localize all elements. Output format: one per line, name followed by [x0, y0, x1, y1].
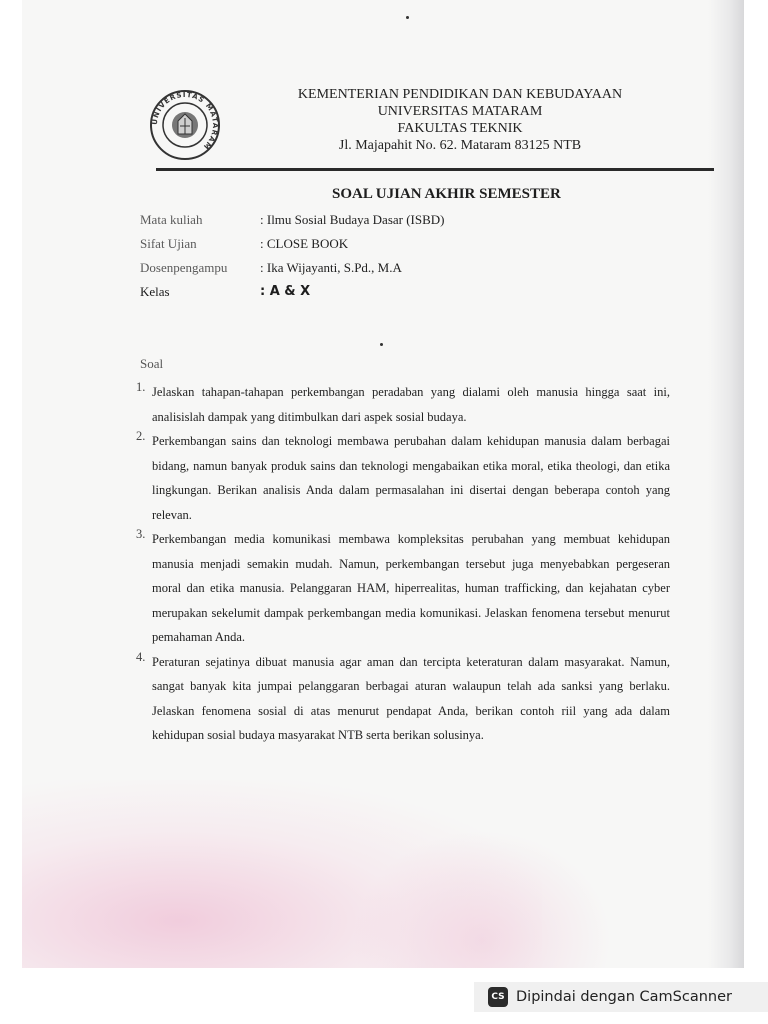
speck	[406, 16, 409, 19]
info-label: Dosenpengampu	[140, 260, 228, 275]
university-seal-logo	[148, 88, 222, 162]
question-number: 3.	[136, 527, 146, 541]
letterhead	[250, 86, 670, 154]
university-name: UNIVERSITAS MATARAM	[377, 104, 543, 119]
faculty-name: FAKULTAS TEKNIK	[397, 121, 523, 136]
camscanner-watermark	[474, 982, 768, 1012]
page-edge-shadow	[708, 0, 744, 968]
svg-text:UNIVERSITAS MATARAM: UNIVERSITAS MATARAM	[150, 90, 220, 152]
address: Jl. Majapahit No. 62. Mataram 83125 NTB	[338, 138, 582, 153]
info-label: Sifat Ujian	[140, 236, 197, 251]
question-text: Jelaskan tahapan-tahapan perkembangan peradaban yang dialami oleh manusia hingga saat ini, analisislah dampak yang ditimbulkan dari aspek sosial budaya.	[152, 385, 670, 424]
question-item	[136, 429, 670, 527]
question-number: 2.	[136, 429, 146, 443]
question-text: Perkembangan sains dan teknologi membawa perubahan dalam kehidupan manusia dalam berbagai bidang, namun banyak produk sains dan teknologi mengabaikan etika moral, etika theologi, dan etika lingkungan. Berikan analisis Anda dalam permasalahan ini disertai dengan beberapa contoh yang relevan.	[152, 434, 670, 522]
question-number: 1.	[136, 380, 146, 394]
question-item	[136, 380, 670, 429]
question-text: Peraturan sejatinya dibuat manusia agar aman dan tercipta keteraturan dalam masyarakat. Namun, sangat banyak kita jumpai pelanggaran berbagai aturan walaupun telah ada sanksi yang berlaku. Jelaskan fenomena sosial di atas menurut pendapat Anda, berikan contoh riil yang ada dalam kehidupan sosial budaya masyarakat NTB serta berikan solusinya.	[152, 654, 670, 742]
question-number: 4.	[136, 649, 146, 664]
camscanner-label: Dipindai dengan CamScanner	[516, 989, 733, 1005]
info-value: : A & X	[260, 284, 311, 299]
camscanner-logo-icon: CS	[488, 987, 508, 1007]
question-item	[136, 650, 670, 748]
speck	[380, 343, 383, 346]
info-value: : Ilmu Sosial Budaya Dasar (ISBD)	[260, 212, 445, 227]
exam-title: SOAL UJIAN AKHIR SEMESTER	[332, 186, 561, 202]
info-label: Mata kuliah	[140, 212, 203, 227]
info-label: Kelas	[140, 284, 170, 299]
info-value: : CLOSE BOOK	[260, 236, 349, 251]
info-value: : Ika Wijayanti, S.Pd., M.A	[260, 260, 402, 275]
question-text: Perkembangan media komunikasi membawa kompleksitas perubahan yang membuat kehidupan manusia menjadi semakin mudah. Namun, perkembangan tersebut juga menyebabkan pergeseran moral dan etika manusia. Pelanggaran HAM, hiperrealitas, human trafficking, dan kejahatan cyber merupakan sekelumit dampak perkembangan media komunikasi. Jelaskan fenomena tersebut menurut pemahaman Anda.	[152, 532, 670, 644]
letterhead-divider	[156, 168, 714, 171]
pink-stain-secondary	[352, 830, 612, 968]
question-list	[136, 380, 670, 748]
questions-heading: Soal	[140, 356, 164, 371]
question-item	[136, 527, 670, 650]
ministry-name: KEMENTERIAN PENDIDIKAN DAN KEBUDAYAAN	[297, 87, 623, 102]
